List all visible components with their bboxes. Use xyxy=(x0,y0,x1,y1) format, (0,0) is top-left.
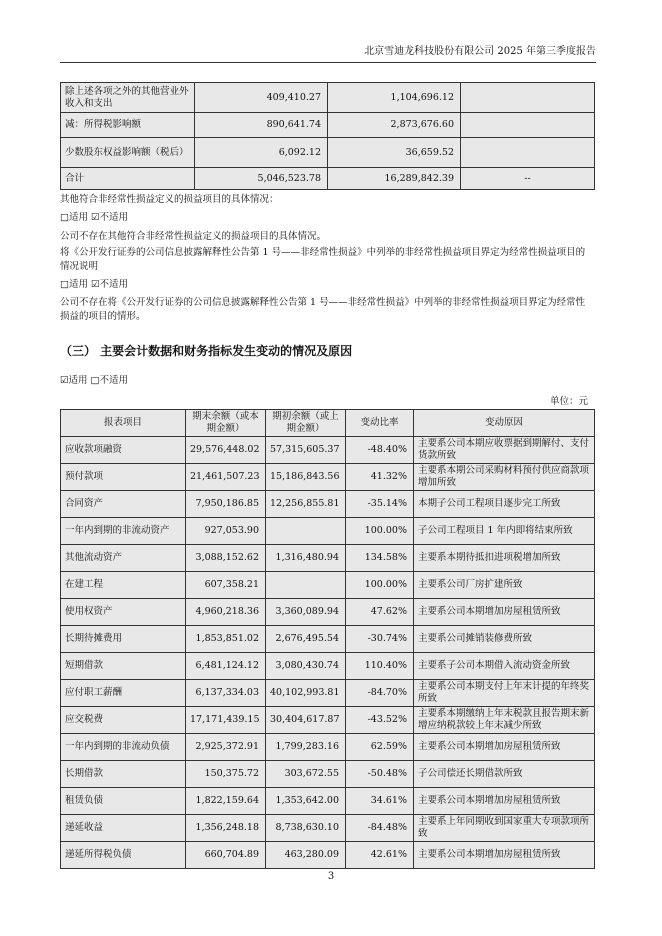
change-ratio: -84.48% xyxy=(346,815,414,842)
change-ratio: -30.74% xyxy=(346,626,414,653)
classification-note: 将《公开发行证券的公司信息披露解释性公告第 1 号——非经常性损益》中列举的非经常性损益项目界定为经常性损益项目的情况说明 xyxy=(60,247,586,272)
item-name: 应付职工薪酬 xyxy=(61,680,186,707)
change-ratio: -48.40% xyxy=(346,437,414,464)
row-label: 除上述各项之外的其他营业外收入和支出 xyxy=(61,83,195,113)
begin-balance: 2,676,495.54 xyxy=(266,626,346,653)
note-cell xyxy=(461,83,595,113)
header-ratio: 变动比率 xyxy=(346,410,414,437)
changes-table-body xyxy=(61,437,595,869)
change-reason: 本期子公司工程项目逐步完工所致 xyxy=(414,491,595,518)
row-label: 合计 xyxy=(61,168,195,190)
ytd-value: 36,659.52 xyxy=(328,138,461,168)
begin-balance: 1,316,480.94 xyxy=(266,545,346,572)
item-name: 在建工程 xyxy=(61,572,186,599)
change-ratio: 100.00% xyxy=(346,518,414,545)
item-name: 短期借款 xyxy=(61,653,186,680)
table-row xyxy=(61,707,595,734)
table-row xyxy=(61,788,595,815)
change-ratio: -43.52% xyxy=(346,707,414,734)
change-reason: 主要系公司厂房扩建所致 xyxy=(414,572,595,599)
change-reason: 主要系本期公司采购材料预付供应商款项增加所致 xyxy=(414,464,595,491)
other-items-text: 其他符合非经常性损益定义的损益项目的具体情况： xyxy=(60,194,279,205)
table-row xyxy=(61,464,595,491)
end-balance: 7,950,186.85 xyxy=(186,491,266,518)
begin-balance: 463,280.09 xyxy=(266,842,346,869)
ytd-value: 1,104,696.12 xyxy=(328,83,461,113)
begin-balance: 12,256,855.81 xyxy=(266,491,346,518)
item-name: 递延收益 xyxy=(61,815,186,842)
checkbox-applicable-2: □适用 ☑不适用 xyxy=(60,279,129,290)
change-reason: 主要系公司本期支付上年末计提的年终奖所致 xyxy=(414,680,595,707)
end-balance: 6,137,334.03 xyxy=(186,680,266,707)
table-row xyxy=(61,815,595,842)
item-name: 递延所得税负债 xyxy=(61,842,186,869)
table-row xyxy=(61,680,595,707)
item-name: 一年内到期的非流动资产 xyxy=(61,518,186,545)
note-cell xyxy=(461,138,595,168)
end-balance: 4,960,218.36 xyxy=(186,599,266,626)
table-row xyxy=(61,83,595,113)
change-ratio: -50.48% xyxy=(346,761,414,788)
item-name: 长期待摊费用 xyxy=(61,626,186,653)
table-row xyxy=(61,491,595,518)
unit-label: 单位：元 xyxy=(549,396,588,407)
current-period-value: 5,046,523.78 xyxy=(195,168,328,190)
end-balance: 17,171,439.15 xyxy=(186,707,266,734)
row-label: 少数股东权益影响额（税后） xyxy=(61,138,195,168)
begin-balance: 1,799,283.16 xyxy=(266,734,346,761)
begin-balance xyxy=(266,572,346,599)
current-period-value: 6,092.12 xyxy=(195,138,328,168)
item-name: 预付款项 xyxy=(61,464,186,491)
note-cell: -- xyxy=(461,168,595,190)
change-reason: 主要系本期待抵扣进项税增加所致 xyxy=(414,545,595,572)
change-reason: 主要系公司本期增加房屋租赁所致 xyxy=(414,734,595,761)
table-row xyxy=(61,138,595,168)
end-balance: 1,356,248.18 xyxy=(186,815,266,842)
change-ratio: -84.70% xyxy=(346,680,414,707)
begin-balance: 3,080,430.74 xyxy=(266,653,346,680)
change-reason: 主要系公司本期增加房屋租赁所致 xyxy=(414,788,595,815)
begin-balance: 303,672.55 xyxy=(266,761,346,788)
end-balance: 1,822,159.64 xyxy=(186,788,266,815)
section-heading: （三） 主要会计数据和财务指标发生变动的情况及原因 xyxy=(60,344,353,358)
page-number: 3 xyxy=(327,871,335,882)
table-row xyxy=(61,572,595,599)
change-reason: 子公司工程项目 1 年内即将结束所致 xyxy=(414,518,595,545)
current-period-value: 890,641.74 xyxy=(195,113,328,138)
current-period-value: 409,410.27 xyxy=(195,83,328,113)
begin-balance: 1,353,642.00 xyxy=(266,788,346,815)
table-row xyxy=(61,437,595,464)
change-ratio: 134.58% xyxy=(346,545,414,572)
table-row xyxy=(61,113,595,138)
row-label: 减：所得税影响额 xyxy=(61,113,195,138)
table-row xyxy=(61,545,595,572)
table-row xyxy=(61,761,595,788)
change-reason: 子公司偿还长期借款所致 xyxy=(414,761,595,788)
change-reason: 主要系公司本期增加房屋租赁所致 xyxy=(414,842,595,869)
change-ratio: 41.32% xyxy=(346,464,414,491)
begin-balance: 40,102,993.81 xyxy=(266,680,346,707)
changes-table-header xyxy=(61,410,595,437)
change-reason: 主要系子公司本期借入流动资金所致 xyxy=(414,653,595,680)
change-ratio: 47.62% xyxy=(346,599,414,626)
table-row xyxy=(61,599,595,626)
end-balance: 927,053.90 xyxy=(186,518,266,545)
begin-balance: 3,360,089.94 xyxy=(266,599,346,626)
item-name: 长期借款 xyxy=(61,761,186,788)
change-reason: 主要系本期缴纳上年末税款且报告期末新增应纳税款较上年末减少所致 xyxy=(414,707,595,734)
header-begin: 期初余额（或上期金额） xyxy=(266,410,346,437)
ytd-value: 2,873,676.60 xyxy=(328,113,461,138)
checkbox-applicable-3: ☑适用 □不适用 xyxy=(60,375,129,386)
header-reason: 变动原因 xyxy=(414,410,595,437)
item-name: 一年内到期的非流动负债 xyxy=(61,734,186,761)
end-balance: 21,461,507.23 xyxy=(186,464,266,491)
changes-table xyxy=(60,409,595,869)
ytd-value: 16,289,842.39 xyxy=(328,168,461,190)
change-reason: 主要系公司摊销装修费所致 xyxy=(414,626,595,653)
table-row xyxy=(61,626,595,653)
table-row xyxy=(61,518,595,545)
begin-balance: 57,315,605.37 xyxy=(266,437,346,464)
item-name: 租赁负债 xyxy=(61,788,186,815)
end-balance: 607,358.21 xyxy=(186,572,266,599)
end-balance: 1,853,851.02 xyxy=(186,626,266,653)
header-divider xyxy=(60,62,596,63)
no-other-items-text: 公司不存在其他符合非经常性损益定义的损益项目的具体情况。 xyxy=(60,231,327,242)
change-ratio: 110.40% xyxy=(346,653,414,680)
table-row xyxy=(61,653,595,680)
note-cell xyxy=(461,113,595,138)
end-balance: 660,704.89 xyxy=(186,842,266,869)
begin-balance: 8,738,630.10 xyxy=(266,815,346,842)
change-reason: 主要系公司本期增加房屋租赁所致 xyxy=(414,599,595,626)
end-balance: 2,925,372.91 xyxy=(186,734,266,761)
item-name: 使用权资产 xyxy=(61,599,186,626)
end-balance: 150,375.72 xyxy=(186,761,266,788)
non-recurring-table xyxy=(60,82,595,190)
header-end: 期末余额（或本期金额） xyxy=(186,410,266,437)
change-ratio: 62.59% xyxy=(346,734,414,761)
table-row xyxy=(61,168,595,190)
table-row xyxy=(61,842,595,869)
begin-balance xyxy=(266,518,346,545)
non-recurring-table-body xyxy=(61,83,595,190)
change-ratio: -35.14% xyxy=(346,491,414,518)
item-name: 其他流动资产 xyxy=(61,545,186,572)
header-item: 报表项目 xyxy=(61,410,186,437)
item-name: 合同资产 xyxy=(61,491,186,518)
change-ratio: 100.00% xyxy=(346,572,414,599)
change-reason: 主要系公司本期应收票据到期解付、支付货款所致 xyxy=(414,437,595,464)
end-balance: 29,576,448.02 xyxy=(186,437,266,464)
item-name: 应交税费 xyxy=(61,707,186,734)
checkbox-applicable-1: □适用 ☑不适用 xyxy=(60,212,129,223)
report-header: 北京雪迪龙科技股份有限公司 2025 年第三季度报告 xyxy=(364,46,596,57)
change-ratio: 42.61% xyxy=(346,842,414,869)
table-row xyxy=(61,734,595,761)
begin-balance: 30,404,617.87 xyxy=(266,707,346,734)
change-reason: 主要系上年同期收到国家重大专项款项所致 xyxy=(414,815,595,842)
end-balance: 6,481,124.12 xyxy=(186,653,266,680)
no-classification-text: 公司不存在将《公开发行证券的公司信息披露解释性公告第 1 号——非经常性损益》中列举的非经常性损益项目界定为经常性损益的项目的情形。 xyxy=(60,297,586,322)
end-balance: 3,088,152.62 xyxy=(186,545,266,572)
begin-balance: 15,186,843.56 xyxy=(266,464,346,491)
item-name: 应收款项融资 xyxy=(61,437,186,464)
change-ratio: 34.61% xyxy=(346,788,414,815)
